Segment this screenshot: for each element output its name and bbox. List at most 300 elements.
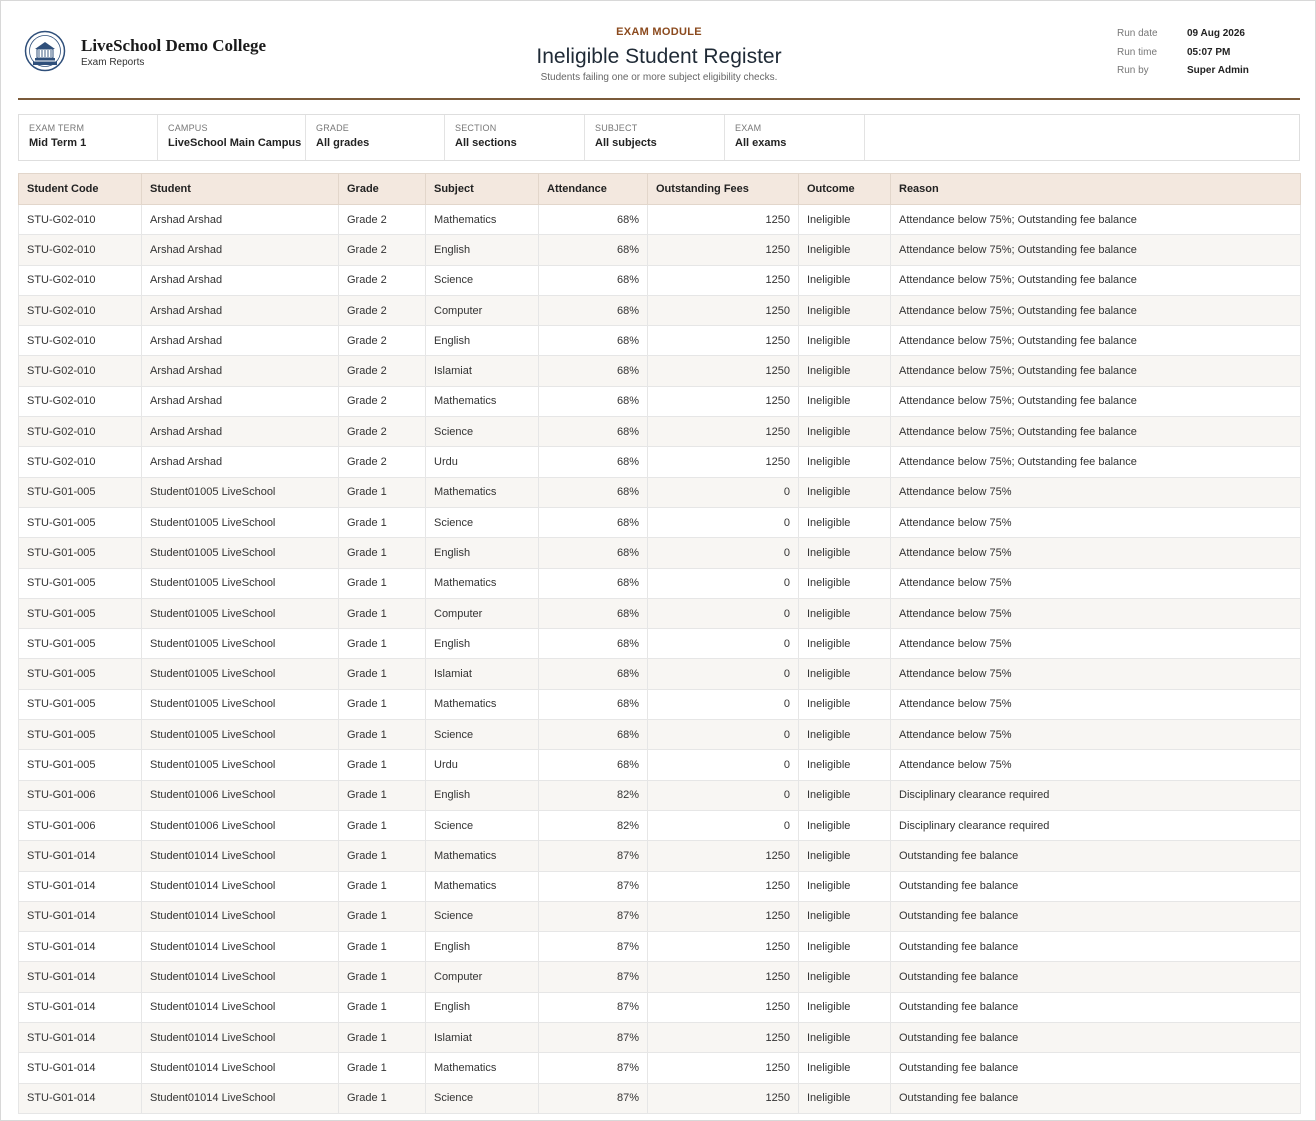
cell-reason: Attendance below 75%	[891, 720, 1301, 750]
table-row	[19, 205, 1301, 235]
cell-grade: Grade 1	[339, 538, 426, 568]
cell-attendance: 87%	[539, 901, 648, 931]
college-subtitle: Exam Reports	[81, 57, 145, 68]
cell-student: Student01014 LiveSchool	[142, 992, 339, 1022]
filter-label: SECTION	[455, 123, 497, 133]
cell-reason: Attendance below 75%; Outstanding fee balance	[891, 326, 1301, 356]
cell-outstanding-fees: 0	[648, 629, 799, 659]
cell-reason: Outstanding fee balance	[891, 1083, 1301, 1113]
cell-reason: Attendance below 75%	[891, 568, 1301, 598]
cell-subject: Science	[426, 1083, 539, 1113]
col-grade-header: Grade	[339, 174, 426, 205]
cell-subject: Islamiat	[426, 659, 539, 689]
cell-grade: Grade 2	[339, 386, 426, 416]
filter-grade	[306, 115, 445, 160]
cell-subject: Mathematics	[426, 841, 539, 871]
cell-attendance: 68%	[539, 598, 648, 628]
meta-label: Run date	[1117, 28, 1158, 39]
cell-outcome: Ineligible	[799, 477, 891, 507]
cell-outstanding-fees: 1250	[648, 1053, 799, 1083]
cell-reason: Attendance below 75%	[891, 750, 1301, 780]
cell-student: Arshad Arshad	[142, 235, 339, 265]
table-row	[19, 477, 1301, 507]
cell-outstanding-fees: 1250	[648, 1083, 799, 1113]
cell-attendance: 87%	[539, 1083, 648, 1113]
cell-outstanding-fees: 1250	[648, 417, 799, 447]
cell-reason: Attendance below 75%	[891, 507, 1301, 537]
table-row	[19, 1023, 1301, 1053]
filter-label: SUBJECT	[595, 123, 638, 133]
cell-student: Student01014 LiveSchool	[142, 841, 339, 871]
cell-attendance: 68%	[539, 386, 648, 416]
cell-subject: English	[426, 780, 539, 810]
cell-student: Student01014 LiveSchool	[142, 1023, 339, 1053]
filter-label: EXAM TERM	[29, 123, 85, 133]
cell-reason: Outstanding fee balance	[891, 901, 1301, 931]
cell-outcome: Ineligible	[799, 326, 891, 356]
cell-student-code: STU-G02-010	[19, 356, 142, 386]
filter-value: All grades	[316, 137, 370, 149]
cell-student-code: STU-G01-014	[19, 1083, 142, 1113]
cell-student: Arshad Arshad	[142, 265, 339, 295]
filter-value: All exams	[735, 137, 787, 149]
cell-outcome: Ineligible	[799, 992, 891, 1022]
filter-subject	[585, 115, 725, 160]
cell-student-code: STU-G02-010	[19, 417, 142, 447]
cell-outcome: Ineligible	[799, 932, 891, 962]
table-row	[19, 1053, 1301, 1083]
cell-reason: Attendance below 75%	[891, 659, 1301, 689]
cell-attendance: 82%	[539, 810, 648, 840]
table-row	[19, 386, 1301, 416]
cell-student: Student01005 LiveSchool	[142, 720, 339, 750]
table-row	[19, 417, 1301, 447]
filter-label: EXAM	[735, 123, 762, 133]
cell-student: Arshad Arshad	[142, 447, 339, 477]
cell-subject: English	[426, 992, 539, 1022]
cell-student-code: STU-G01-005	[19, 750, 142, 780]
cell-outcome: Ineligible	[799, 962, 891, 992]
cell-reason: Attendance below 75%; Outstanding fee balance	[891, 356, 1301, 386]
cell-reason: Outstanding fee balance	[891, 932, 1301, 962]
cell-subject: Urdu	[426, 447, 539, 477]
cell-reason: Attendance below 75%	[891, 477, 1301, 507]
cell-student-code: STU-G01-005	[19, 629, 142, 659]
module-label: EXAM MODULE	[616, 26, 702, 38]
cell-student: Student01014 LiveSchool	[142, 962, 339, 992]
cell-subject: Computer	[426, 962, 539, 992]
cell-outcome: Ineligible	[799, 265, 891, 295]
cell-outcome: Ineligible	[799, 235, 891, 265]
cell-reason: Outstanding fee balance	[891, 1053, 1301, 1083]
cell-student-code: STU-G01-006	[19, 780, 142, 810]
cell-attendance: 82%	[539, 780, 648, 810]
cell-student: Student01005 LiveSchool	[142, 750, 339, 780]
cell-outcome: Ineligible	[799, 598, 891, 628]
table-row	[19, 235, 1301, 265]
table-row	[19, 598, 1301, 628]
cell-grade: Grade 2	[339, 417, 426, 447]
table-row	[19, 871, 1301, 901]
cell-grade: Grade 1	[339, 992, 426, 1022]
cell-student-code: STU-G01-005	[19, 477, 142, 507]
cell-reason: Outstanding fee balance	[891, 1023, 1301, 1053]
table-row	[19, 810, 1301, 840]
col-subject-header: Subject	[426, 174, 539, 205]
cell-grade: Grade 1	[339, 1053, 426, 1083]
cell-attendance: 87%	[539, 871, 648, 901]
table-row	[19, 750, 1301, 780]
table-row	[19, 659, 1301, 689]
cell-attendance: 68%	[539, 295, 648, 325]
cell-grade: Grade 1	[339, 750, 426, 780]
cell-grade: Grade 1	[339, 871, 426, 901]
cell-grade: Grade 1	[339, 507, 426, 537]
register-table-container	[18, 173, 1300, 1114]
cell-attendance: 68%	[539, 750, 648, 780]
cell-student: Arshad Arshad	[142, 326, 339, 356]
cell-outstanding-fees: 0	[648, 810, 799, 840]
cell-subject: Science	[426, 417, 539, 447]
table-row	[19, 841, 1301, 871]
cell-student: Student01005 LiveSchool	[142, 598, 339, 628]
cell-outcome: Ineligible	[799, 629, 891, 659]
cell-student-code: STU-G01-014	[19, 1023, 142, 1053]
cell-reason: Outstanding fee balance	[891, 962, 1301, 992]
cell-outstanding-fees: 0	[648, 780, 799, 810]
table-row	[19, 507, 1301, 537]
cell-attendance: 87%	[539, 1023, 648, 1053]
cell-grade: Grade 2	[339, 356, 426, 386]
cell-attendance: 68%	[539, 235, 648, 265]
cell-grade: Grade 1	[339, 629, 426, 659]
cell-student: Arshad Arshad	[142, 386, 339, 416]
cell-grade: Grade 2	[339, 235, 426, 265]
cell-subject: Urdu	[426, 750, 539, 780]
cell-reason: Attendance below 75%; Outstanding fee balance	[891, 265, 1301, 295]
cell-outcome: Ineligible	[799, 780, 891, 810]
meta-run-by	[1117, 65, 1249, 84]
cell-grade: Grade 1	[339, 1083, 426, 1113]
cell-outstanding-fees: 1250	[648, 235, 799, 265]
filter-value: LiveSchool Main Campus	[168, 137, 302, 149]
filter-label: GRADE	[316, 123, 350, 133]
cell-subject: Mathematics	[426, 568, 539, 598]
cell-student: Arshad Arshad	[142, 356, 339, 386]
cell-student: Student01005 LiveSchool	[142, 477, 339, 507]
cell-outcome: Ineligible	[799, 659, 891, 689]
cell-subject: English	[426, 538, 539, 568]
filter-summary	[18, 114, 1300, 161]
cell-subject: Mathematics	[426, 477, 539, 507]
cell-reason: Attendance below 75%	[891, 598, 1301, 628]
cell-grade: Grade 2	[339, 265, 426, 295]
cell-student-code: STU-G02-010	[19, 447, 142, 477]
cell-outcome: Ineligible	[799, 386, 891, 416]
cell-outstanding-fees: 0	[648, 598, 799, 628]
cell-outcome: Ineligible	[799, 871, 891, 901]
cell-outstanding-fees: 1250	[648, 386, 799, 416]
cell-outstanding-fees: 0	[648, 720, 799, 750]
cell-outcome: Ineligible	[799, 689, 891, 719]
cell-student: Student01014 LiveSchool	[142, 901, 339, 931]
cell-student: Student01006 LiveSchool	[142, 810, 339, 840]
cell-grade: Grade 1	[339, 689, 426, 719]
cell-student: Student01005 LiveSchool	[142, 689, 339, 719]
cell-student-code: STU-G01-014	[19, 962, 142, 992]
cell-attendance: 68%	[539, 538, 648, 568]
cell-student-code: STU-G01-014	[19, 871, 142, 901]
table-row	[19, 901, 1301, 931]
cell-student: Arshad Arshad	[142, 417, 339, 447]
cell-student-code: STU-G02-010	[19, 326, 142, 356]
table-row	[19, 326, 1301, 356]
cell-subject: English	[426, 629, 539, 659]
cell-attendance: 68%	[539, 417, 648, 447]
cell-subject: Mathematics	[426, 871, 539, 901]
cell-outcome: Ineligible	[799, 538, 891, 568]
cell-reason: Attendance below 75%	[891, 629, 1301, 659]
cell-attendance: 87%	[539, 841, 648, 871]
cell-student: Student01014 LiveSchool	[142, 871, 339, 901]
table-row	[19, 629, 1301, 659]
cell-grade: Grade 1	[339, 932, 426, 962]
cell-student: Arshad Arshad	[142, 205, 339, 235]
table-row	[19, 992, 1301, 1022]
cell-reason: Disciplinary clearance required	[891, 810, 1301, 840]
cell-reason: Attendance below 75%; Outstanding fee balance	[891, 295, 1301, 325]
cell-outstanding-fees: 0	[648, 477, 799, 507]
cell-attendance: 68%	[539, 659, 648, 689]
cell-outcome: Ineligible	[799, 1023, 891, 1053]
cell-subject: English	[426, 235, 539, 265]
filter-label: CAMPUS	[168, 123, 208, 133]
cell-attendance: 68%	[539, 720, 648, 750]
cell-subject: Science	[426, 901, 539, 931]
cell-student-code: STU-G01-005	[19, 538, 142, 568]
table-row	[19, 720, 1301, 750]
cell-student: Student01005 LiveSchool	[142, 568, 339, 598]
college-name: LiveSchool Demo College	[81, 36, 267, 55]
cell-outstanding-fees: 1250	[648, 295, 799, 325]
cell-outstanding-fees: 1250	[648, 901, 799, 931]
cell-grade: Grade 1	[339, 901, 426, 931]
report-header	[18, 1, 1300, 100]
cell-student-code: STU-G02-010	[19, 295, 142, 325]
table-row	[19, 962, 1301, 992]
cell-reason: Attendance below 75%	[891, 689, 1301, 719]
cell-outcome: Ineligible	[799, 841, 891, 871]
filter-campus	[158, 115, 306, 160]
table-row	[19, 568, 1301, 598]
col-student-code-header: Student Code	[19, 174, 142, 205]
cell-reason: Outstanding fee balance	[891, 841, 1301, 871]
cell-outcome: Ineligible	[799, 901, 891, 931]
run-meta	[1117, 28, 1249, 84]
cell-outcome: Ineligible	[799, 507, 891, 537]
cell-grade: Grade 2	[339, 295, 426, 325]
page-subtitle: Students failing one or more subject eligibility checks.	[540, 72, 778, 83]
cell-grade: Grade 1	[339, 568, 426, 598]
cell-outcome: Ineligible	[799, 295, 891, 325]
cell-outstanding-fees: 1250	[648, 205, 799, 235]
filter-value: All sections	[455, 137, 517, 149]
cell-student-code: STU-G01-014	[19, 1053, 142, 1083]
filter-section	[445, 115, 585, 160]
cell-subject: Computer	[426, 295, 539, 325]
cell-student: Student01014 LiveSchool	[142, 1053, 339, 1083]
meta-label: Run time	[1117, 46, 1158, 58]
cell-grade: Grade 1	[339, 659, 426, 689]
cell-outstanding-fees: 0	[648, 568, 799, 598]
meta-value: Super Admin	[1187, 65, 1249, 76]
cell-outstanding-fees: 0	[648, 507, 799, 537]
cell-student: Student01005 LiveSchool	[142, 507, 339, 537]
cell-subject: English	[426, 932, 539, 962]
cell-student-code: STU-G01-005	[19, 598, 142, 628]
cell-reason: Attendance below 75%; Outstanding fee balance	[891, 417, 1301, 447]
col-attendance-header: Attendance	[539, 174, 648, 205]
page-title: Ineligible Student Register	[536, 45, 782, 68]
cell-outcome: Ineligible	[799, 810, 891, 840]
cell-attendance: 87%	[539, 932, 648, 962]
cell-attendance: 68%	[539, 629, 648, 659]
table-row	[19, 447, 1301, 477]
cell-outcome: Ineligible	[799, 1053, 891, 1083]
cell-outstanding-fees: 1250	[648, 841, 799, 871]
cell-reason: Attendance below 75%; Outstanding fee balance	[891, 205, 1301, 235]
cell-subject: Computer	[426, 598, 539, 628]
cell-outstanding-fees: 0	[648, 538, 799, 568]
table-row	[19, 265, 1301, 295]
cell-student-code: STU-G01-014	[19, 841, 142, 871]
cell-outcome: Ineligible	[799, 568, 891, 598]
cell-outcome: Ineligible	[799, 447, 891, 477]
meta-run-time	[1117, 47, 1249, 66]
col-student-header: Student	[142, 174, 339, 205]
cell-attendance: 87%	[539, 992, 648, 1022]
cell-attendance: 68%	[539, 326, 648, 356]
filter-exam-term	[19, 115, 158, 160]
table-body	[19, 205, 1301, 1114]
cell-outstanding-fees: 1250	[648, 1023, 799, 1053]
cell-grade: Grade 1	[339, 841, 426, 871]
cell-subject: Science	[426, 720, 539, 750]
cell-attendance: 68%	[539, 356, 648, 386]
cell-subject: English	[426, 326, 539, 356]
cell-grade: Grade 1	[339, 477, 426, 507]
cell-attendance: 68%	[539, 205, 648, 235]
cell-outstanding-fees: 1250	[648, 326, 799, 356]
cell-subject: Mathematics	[426, 689, 539, 719]
table-row	[19, 295, 1301, 325]
table-row	[19, 689, 1301, 719]
cell-subject: Science	[426, 810, 539, 840]
table-row	[19, 538, 1301, 568]
ineligible-register-table	[18, 173, 1301, 1114]
cell-subject: Mathematics	[426, 205, 539, 235]
cell-student: Arshad Arshad	[142, 295, 339, 325]
cell-outstanding-fees: 0	[648, 659, 799, 689]
cell-reason: Attendance below 75%; Outstanding fee balance	[891, 386, 1301, 416]
cell-reason: Attendance below 75%; Outstanding fee balance	[891, 235, 1301, 265]
cell-grade: Grade 1	[339, 720, 426, 750]
cell-student: Student01006 LiveSchool	[142, 780, 339, 810]
cell-outcome: Ineligible	[799, 720, 891, 750]
col-outcome-header: Outcome	[799, 174, 891, 205]
cell-attendance: 68%	[539, 265, 648, 295]
cell-outstanding-fees: 0	[648, 689, 799, 719]
filter-value: Mid Term 1	[29, 137, 87, 149]
cell-reason: Disciplinary clearance required	[891, 780, 1301, 810]
cell-student-code: STU-G01-014	[19, 901, 142, 931]
cell-student-code: STU-G01-006	[19, 810, 142, 840]
cell-subject: Science	[426, 265, 539, 295]
cell-student: Student01005 LiveSchool	[142, 629, 339, 659]
cell-outcome: Ineligible	[799, 417, 891, 447]
cell-grade: Grade 2	[339, 326, 426, 356]
table-header-row	[19, 174, 1301, 205]
cell-student-code: STU-G01-014	[19, 992, 142, 1022]
cell-outstanding-fees: 1250	[648, 932, 799, 962]
cell-subject: Science	[426, 507, 539, 537]
col-reason-header: Reason	[891, 174, 1301, 205]
cell-student-code: STU-G02-010	[19, 205, 142, 235]
cell-outstanding-fees: 1250	[648, 265, 799, 295]
cell-outcome: Ineligible	[799, 750, 891, 780]
cell-reason: Attendance below 75%	[891, 538, 1301, 568]
meta-run-date	[1117, 28, 1249, 47]
cell-attendance: 68%	[539, 507, 648, 537]
cell-grade: Grade 1	[339, 962, 426, 992]
cell-student-code: STU-G02-010	[19, 386, 142, 416]
cell-student: Student01014 LiveSchool	[142, 1083, 339, 1113]
cell-grade: Grade 1	[339, 1023, 426, 1053]
cell-outcome: Ineligible	[799, 356, 891, 386]
cell-attendance: 87%	[539, 962, 648, 992]
cell-grade: Grade 1	[339, 780, 426, 810]
cell-subject: Mathematics	[426, 1053, 539, 1083]
cell-outcome: Ineligible	[799, 205, 891, 235]
cell-student-code: STU-G01-005	[19, 689, 142, 719]
cell-outstanding-fees: 1250	[648, 992, 799, 1022]
table-row	[19, 780, 1301, 810]
cell-grade: Grade 1	[339, 598, 426, 628]
cell-student: Student01005 LiveSchool	[142, 659, 339, 689]
cell-grade: Grade 2	[339, 205, 426, 235]
cell-outstanding-fees: 1250	[648, 962, 799, 992]
table-row	[19, 932, 1301, 962]
filter-value: All subjects	[595, 137, 657, 149]
cell-student-code: STU-G01-005	[19, 720, 142, 750]
cell-student: Student01005 LiveSchool	[142, 538, 339, 568]
cell-subject: Islamiat	[426, 1023, 539, 1053]
cell-reason: Outstanding fee balance	[891, 871, 1301, 901]
meta-value: 09 Aug 2026	[1187, 28, 1245, 39]
cell-student-code: STU-G02-010	[19, 265, 142, 295]
cell-student-code: STU-G01-005	[19, 568, 142, 598]
cell-student-code: STU-G01-005	[19, 659, 142, 689]
cell-outstanding-fees: 1250	[648, 356, 799, 386]
filter-exam	[725, 115, 865, 160]
cell-outstanding-fees: 1250	[648, 447, 799, 477]
cell-attendance: 68%	[539, 689, 648, 719]
cell-attendance: 68%	[539, 447, 648, 477]
cell-student-code: STU-G01-014	[19, 932, 142, 962]
cell-student-code: STU-G02-010	[19, 235, 142, 265]
table-row	[19, 356, 1301, 386]
cell-outstanding-fees: 0	[648, 750, 799, 780]
